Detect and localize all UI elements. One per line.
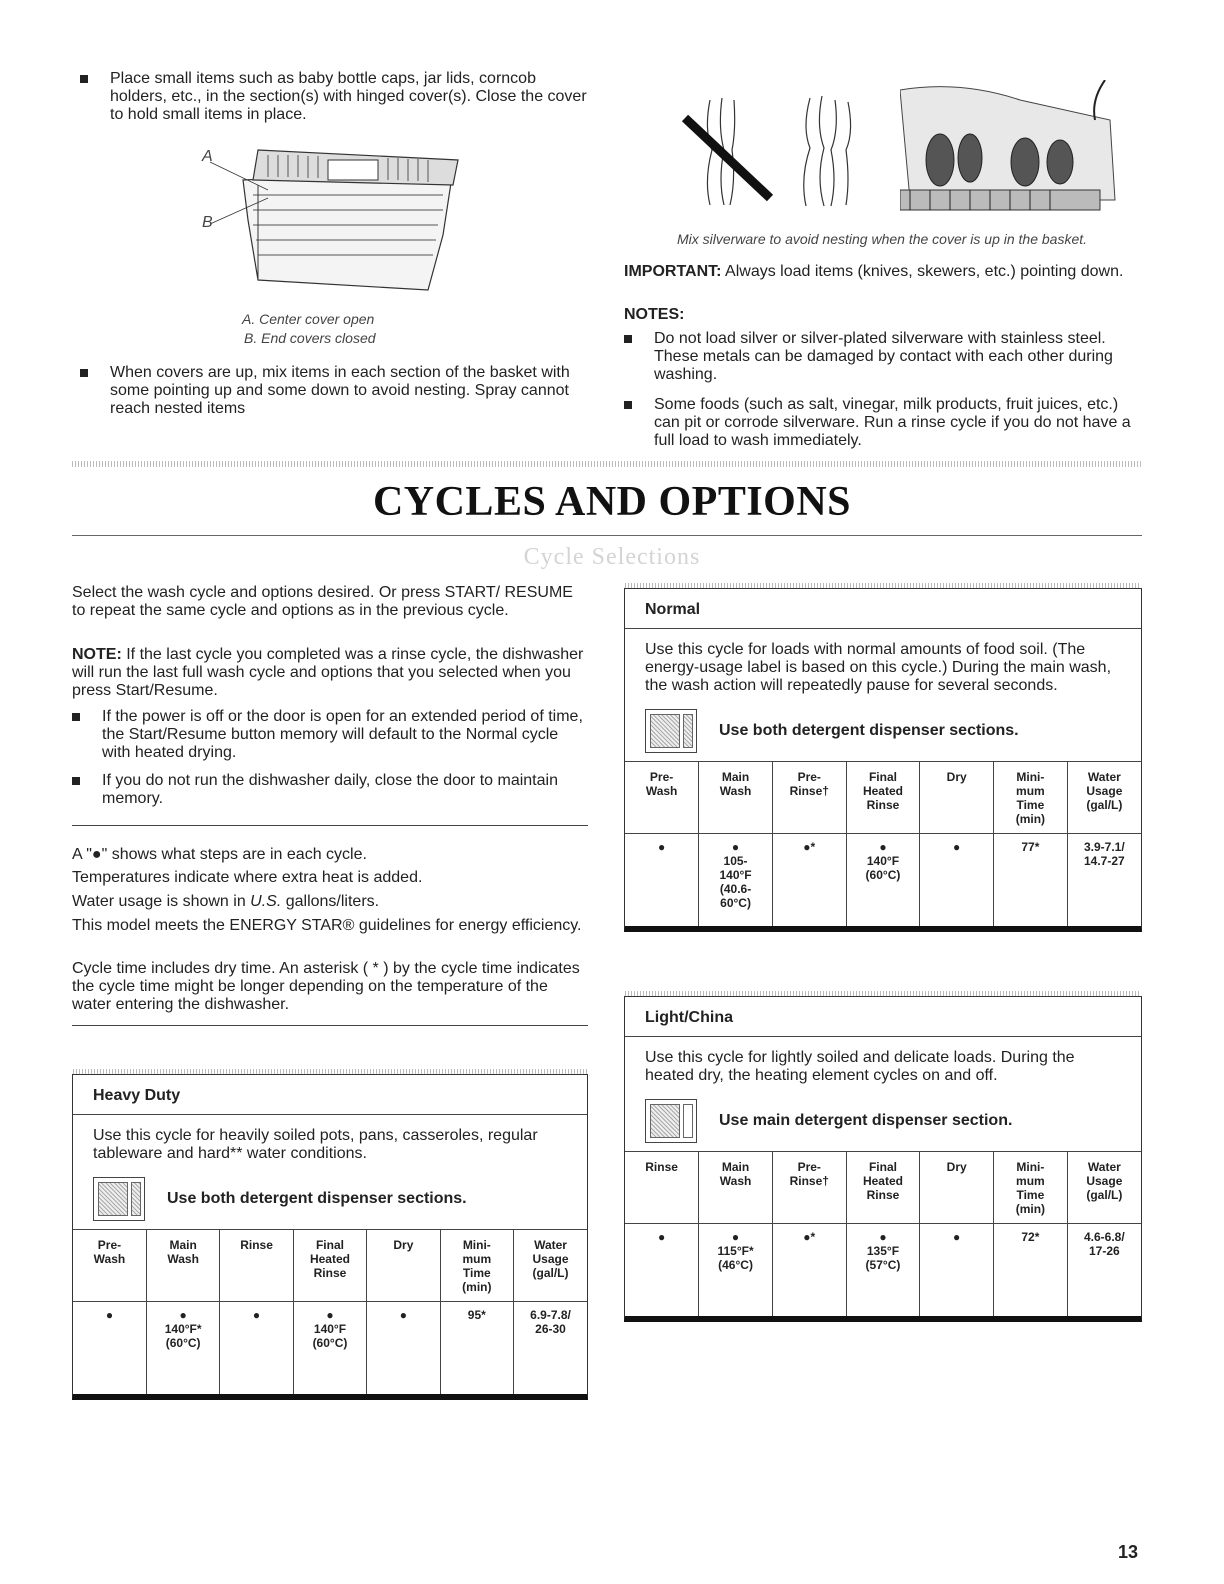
table-header-cell: Dry — [367, 1230, 440, 1302]
cycle-table — [625, 1151, 1141, 1316]
cycle-name: Heavy Duty — [73, 1075, 587, 1115]
table-header-cell: Main Wash — [699, 1152, 773, 1224]
legend-water-em: U.S. — [250, 893, 282, 910]
table-cell: 4.6-6.8/ 17-26 — [1067, 1224, 1141, 1316]
detergent-dispenser-icon — [645, 1099, 697, 1143]
detergent-dispenser-icon — [645, 709, 697, 753]
table-row — [625, 1224, 1141, 1316]
silverware-caption: Mix silverware to avoid nesting when the cover is up in the basket. — [676, 231, 1088, 247]
cycle-box-heavy-duty — [72, 1074, 588, 1400]
table-cell: ● — [625, 1224, 699, 1316]
table-header-cell: Pre- Rinse† — [772, 762, 846, 834]
bullet-text: Place small items such as baby bottle caps, jar lids, corncob holders, etc., in the section(s) with hinged cover(s). Close the cover to hold small items in place. — [110, 70, 587, 123]
basket-photo-sketch — [900, 80, 1130, 220]
note-text: Some foods (such as salt, vinegar, milk products, fruit juices, etc.) can pit or corrode silverware. Run a rinse cycle if you do not have a full load to wash immediately. — [654, 396, 1131, 449]
table-cell: ● 140°F* (60°C) — [146, 1302, 219, 1394]
table-row — [73, 1302, 587, 1394]
cycle-table — [625, 761, 1141, 926]
table-cell: ● — [920, 1224, 994, 1316]
table-cell: ● — [73, 1302, 146, 1394]
table-header-cell: Mini- mum Time (min) — [440, 1230, 513, 1302]
table-header-cell: Main Wash — [146, 1230, 219, 1302]
silverware-basket-illustration — [198, 140, 478, 305]
table-cell: ● 140°F (60°C) — [293, 1302, 366, 1394]
table-cell: ● — [220, 1302, 293, 1394]
bullet-text: When covers are up, mix items in each section of the basket with some pointing up and some down to avoid nesting. Spray cannot reach nested items — [110, 364, 570, 417]
legend-water — [72, 893, 590, 911]
table-cell: 3.9-7.1/ 14.7-27 — [1067, 834, 1141, 926]
table-header-row — [625, 762, 1141, 834]
legend-energy: This model meets the ENERGY STAR® guidelines for energy efficiency. — [72, 917, 582, 934]
silverware-sketch — [670, 80, 870, 210]
legend-dot: A "●" shows what steps are in each cycle. — [72, 846, 367, 863]
bullet-marker — [72, 777, 80, 785]
page-number: 13 — [1118, 1542, 1139, 1562]
table-header-cell: Pre- Wash — [625, 762, 699, 834]
table-header-row — [625, 1152, 1141, 1224]
cycle-desc: Use this cycle for loads with normal amounts of food soil. (The energy-usage label is based on this cycle.) During the main wash, the wash action will repeatedly pause for several seconds. — [645, 641, 1112, 694]
table-header-cell: Dry — [920, 1152, 994, 1224]
subsection-title: Cycle Selections — [523, 544, 701, 570]
table-header-cell: Main Wash — [699, 762, 773, 834]
important-text: Always load items (knives, skewers, etc.) pointing down. — [725, 263, 1124, 280]
bullet-marker — [624, 335, 632, 343]
cycle-box-normal — [624, 588, 1142, 932]
legend-cycle-time: Cycle time includes dry time. An asterisk ( * ) by the cycle time indicates the cycle time might be longer depending on the temperature of the water entering the dishwasher. — [72, 960, 580, 1013]
bullet-marker — [72, 713, 80, 721]
bullet-marker — [80, 75, 88, 83]
table-cell: 72* — [994, 1224, 1068, 1316]
table-header-cell: Water Usage (gal/L) — [514, 1230, 587, 1302]
cycle-name: Normal — [625, 589, 1141, 629]
bullet-mix-items — [80, 364, 590, 418]
intro-bullet-daily — [72, 772, 590, 808]
table-header-cell: Final Heated Rinse — [846, 762, 920, 834]
note-foods — [624, 396, 1140, 450]
detergent-instruction: Use both detergent dispenser sections. — [719, 722, 1019, 739]
note-text: If the last cycle you completed was a rinse cycle, the dishwasher will run the last full wash cycle and options that you selected when you press Start/Resume. — [72, 646, 584, 699]
detergent-row — [625, 1085, 1141, 1151]
important-paragraph — [624, 263, 1144, 281]
box-hatch — [625, 991, 1141, 996]
intro-rule — [72, 825, 588, 826]
table-cell: ● — [625, 834, 699, 926]
table-header-cell: Final Heated Rinse — [846, 1152, 920, 1224]
caption-b: B. End covers closed — [244, 330, 376, 346]
bullet-marker — [624, 401, 632, 409]
table-cell: 95* — [440, 1302, 513, 1394]
bullet-small-items — [80, 70, 590, 124]
title-rule — [72, 535, 1142, 536]
detergent-row — [73, 1163, 587, 1229]
cycle-desc: Use this cycle for lightly soiled and delicate loads. During the heated dry, the heating element cycles on and off. — [645, 1049, 1075, 1084]
table-cell: ● 115°F* (46°C) — [699, 1224, 773, 1316]
bullet-marker — [80, 369, 88, 377]
legend-temps: Temperatures indicate where extra heat is added. — [72, 869, 423, 886]
cycle-desc: Use this cycle for heavily soiled pots, pans, casseroles, regular tableware and hard** water conditions. — [93, 1127, 538, 1162]
callout-b: B — [202, 214, 213, 231]
table-header-cell: Pre- Rinse† — [772, 1152, 846, 1224]
cycle-box-light-china — [624, 996, 1142, 1322]
table-cell: ● 140°F (60°C) — [846, 834, 920, 926]
detergent-instruction: Use both detergent dispenser sections. — [167, 1190, 467, 1207]
table-header-cell: Dry — [920, 762, 994, 834]
table-header-cell: Final Heated Rinse — [293, 1230, 366, 1302]
table-cell: 6.9-7.8/ 26-30 — [514, 1302, 587, 1394]
detergent-instruction: Use main detergent dispenser section. — [719, 1112, 1013, 1129]
legend-rule — [72, 1025, 588, 1026]
table-header-cell: Water Usage (gal/L) — [1067, 762, 1141, 834]
table-header-cell: Mini- mum Time (min) — [994, 762, 1068, 834]
note-silver — [624, 330, 1140, 384]
detergent-dispenser-icon — [93, 1177, 145, 1221]
box-hatch — [625, 583, 1141, 588]
bullet-text: If the power is off or the door is open for an extended period of time, the Start/Resume button memory will default to the Normal cycle with heated drying. — [102, 708, 583, 761]
table-header-cell: Pre- Wash — [73, 1230, 146, 1302]
box-hatch — [73, 1069, 587, 1074]
cycle-table — [73, 1229, 587, 1394]
table-header-cell: Water Usage (gal/L) — [1067, 1152, 1141, 1224]
cycle-name: Light/China — [625, 997, 1141, 1037]
bullet-text: If you do not run the dishwasher daily, close the door to maintain memory. — [102, 772, 558, 807]
table-cell: ● — [367, 1302, 440, 1394]
intro-bullet-power — [72, 708, 590, 762]
table-cell: ●* — [772, 834, 846, 926]
callout-a: A — [202, 148, 213, 165]
detergent-row — [625, 695, 1141, 761]
section-title: CYCLES AND OPTIONS — [372, 479, 852, 525]
note-text: Do not load silver or silver-plated silverware with stainless steel. These metals can be damaged by contact with each other during washing. — [654, 330, 1113, 383]
table-header-cell: Rinse — [625, 1152, 699, 1224]
important-label: IMPORTANT: — [624, 263, 722, 280]
section-divider — [72, 461, 1142, 467]
table-header-cell: Rinse — [220, 1230, 293, 1302]
intro-paragraph: Select the wash cycle and options desired. Or press START/ RESUME to repeat the same cycle and options as in the previous cycle. — [72, 584, 573, 619]
table-cell: ● 135°F (57°C) — [846, 1224, 920, 1316]
table-cell: ●* — [772, 1224, 846, 1316]
notes-label: NOTES: — [624, 306, 685, 323]
table-cell: ● — [920, 834, 994, 926]
intro-note — [72, 646, 590, 700]
table-header-row — [73, 1230, 587, 1302]
legend-water-post: gallons/liters. — [281, 893, 380, 910]
note-label: NOTE: — [72, 646, 122, 663]
legend-water-pre: Water usage is shown in — [72, 893, 251, 910]
table-cell: 77* — [994, 834, 1068, 926]
table-row — [625, 834, 1141, 926]
table-cell: ● 105- 140°F (40.6- 60°C) — [699, 834, 773, 926]
table-header-cell: Mini- mum Time (min) — [994, 1152, 1068, 1224]
caption-a: A. Center cover open — [242, 311, 375, 327]
